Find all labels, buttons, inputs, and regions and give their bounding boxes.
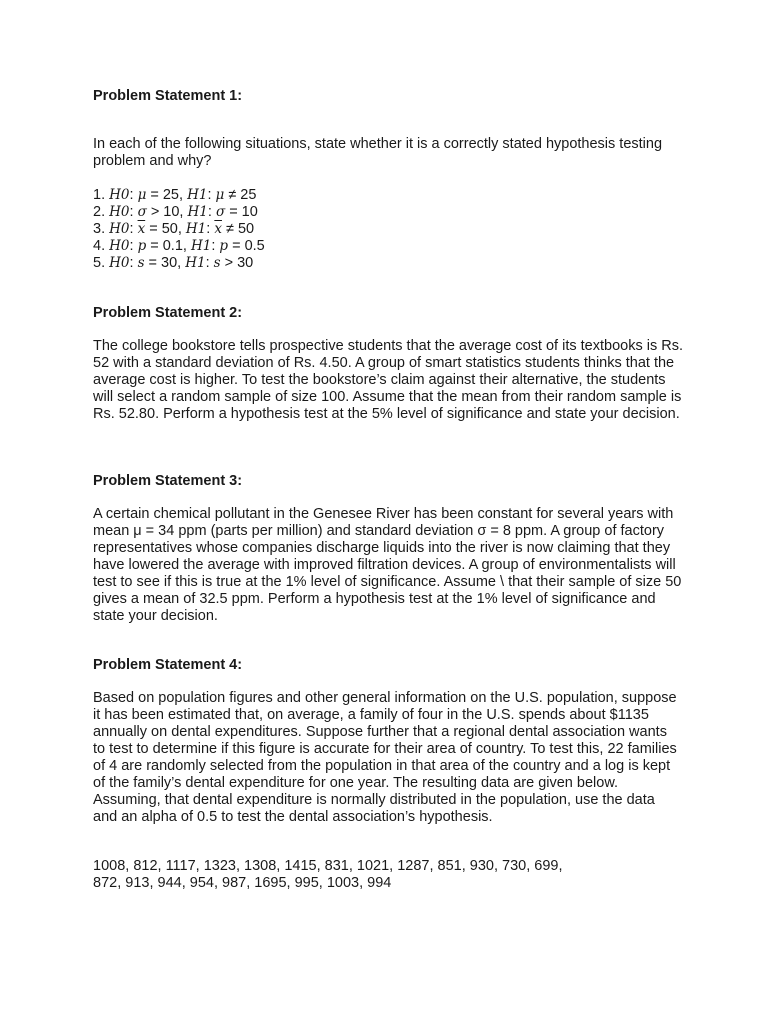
problem-3-heading: Problem Statement 3:: [93, 473, 243, 489]
hypothesis-item-3: 3. H0: $\overline{x} = 50$, H1: $\overline{x} \ne 50$: [93, 221, 255, 237]
h0-symbol: p: [137, 238, 147, 254]
h0-relation: = 30,: [148, 255, 182, 271]
hypothesis-item-5: 5. H0: s = 30, H1: s > 30: [93, 255, 254, 271]
h1-symbol: s: [213, 255, 221, 271]
problem-4-body: Based on population figures and other general information on the U.S. population, suppose it has been estimated that, on average, a family of four in the U.S. spends about $1135 annually on dental expenditures. Suppose further that a regional dental association wants to test to determine if this figure is accurate for their area of country. To test this, 22 families of 4 are randomly selected from the population in that area of the country and a log is kept of the family’s dental expenditure for one year. The resulting data are given below. Assuming, that dental expenditure is normally distributed in the population, use the data and an alpha of 0.5 to test the dental association’s hypothesis.: [93, 690, 677, 825]
problem-2-heading-block: [93, 305, 683, 322]
problem-4-data-line-2: 872, 913, 944, 954, 987, 1695, 995, 1003, 994: [93, 875, 392, 891]
h0-relation: = 50,: [149, 221, 182, 237]
h1-symbol: $\overline{x}$: [214, 221, 222, 237]
problem-4-body-block: [93, 690, 683, 826]
problem-4-heading: Problem Statement 4:: [93, 657, 243, 673]
problem-1-heading: Problem Statement 1:: [93, 88, 243, 104]
h0-symbol: σ: [137, 204, 147, 220]
h0-relation: = 0.1,: [150, 238, 187, 254]
item-number: 2.: [93, 204, 106, 220]
h0-label: H0: [109, 204, 130, 220]
h0-label: H0: [109, 187, 130, 203]
problem-2-body: The college bookstore tells prospective students that the average cost of its textbooks is Rs. 52 with a standard deviation of Rs. 4.50. A group of smart statistics students thinks that the average cost is higher. To test the bookstore’s claim against their alternative, the students will select a random sample of size 100. Assume that the mean from their random sample is Rs. 52.80. Perform a hypothesis test at the 5% level of significance and state your decision.: [93, 338, 683, 422]
h1-label: H1: [185, 255, 206, 271]
h1-symbol: μ: [215, 187, 225, 203]
h1-relation: ≠ 25: [228, 187, 257, 203]
h1-label: H1: [187, 187, 208, 203]
item-number: 5.: [93, 255, 106, 271]
problem-3-heading-block: [93, 473, 683, 490]
problem-1-intro: In each of the following situations, state whether it is a correctly stated hypothesis testing problem and why?: [93, 136, 663, 169]
h0-label: H0: [109, 255, 130, 271]
h0-label: H0: [109, 221, 130, 237]
hypothesis-item-4: 4. H0: p = 0.1, H1: p = 0.5: [93, 238, 265, 254]
h1-symbol: σ: [215, 204, 226, 220]
h0-symbol: $\overline{x}$: [137, 221, 146, 237]
h1-label: H1: [187, 204, 208, 220]
h1-relation: > 30: [224, 255, 254, 271]
problem-3-body: A certain chemical pollutant in the Genesee River has been constant for several years with mean μ = 34 ppm (parts per million) and standard deviation σ = 8 ppm. A group of factory representatives whose companies discharge liquids into the river is now claiming that they have lowered the average with improved filtration devices. A group of environmentalists will test to see if this is true at the 1% level of significance. Assume \ that their sample of size 50 gives a mean of 32.5 ppm. Perform a hypothesis test at the 1% level of significance and state your decision.: [93, 506, 682, 624]
problem-3-body-block: [93, 506, 683, 625]
problem-1-list-block: [93, 187, 683, 272]
h0-relation: = 25,: [150, 187, 184, 203]
problem-4-data-line-1: 1008, 812, 1117, 1323, 1308, 1415, 831, 1021, 1287, 851, 930, 730, 699,: [93, 858, 563, 874]
h0-label: H0: [109, 238, 130, 254]
problem-4-heading-block: [93, 657, 683, 674]
h1-label: H1: [190, 238, 212, 254]
hypothesis-item-1: 1. H0: μ = 25, H1: μ ≠ 25: [93, 187, 257, 203]
problem-1-heading-block: [93, 88, 683, 105]
hypothesis-list: [93, 187, 683, 272]
problem-4-data-block: [93, 858, 683, 892]
h1-relation: = 0.5: [232, 238, 265, 254]
item-number: 3.: [93, 221, 106, 237]
problem-2-heading: Problem Statement 2:: [93, 305, 243, 321]
h0-symbol: μ: [137, 187, 147, 203]
problem-2-body-block: [93, 338, 683, 423]
hypothesis-item-2: 2. H0: σ > 10, H1: σ = 10: [93, 204, 258, 220]
item-number: 4.: [93, 238, 106, 254]
h1-symbol: p: [219, 238, 229, 254]
h1-label: H1: [185, 221, 207, 237]
h0-symbol: s: [137, 255, 145, 271]
h1-relation: = 10: [229, 204, 258, 220]
h1-relation: ≠ 50: [226, 221, 255, 237]
problem-1-intro-block: [93, 136, 683, 170]
h0-relation: > 10,: [150, 204, 184, 220]
item-number: 1.: [93, 187, 106, 203]
